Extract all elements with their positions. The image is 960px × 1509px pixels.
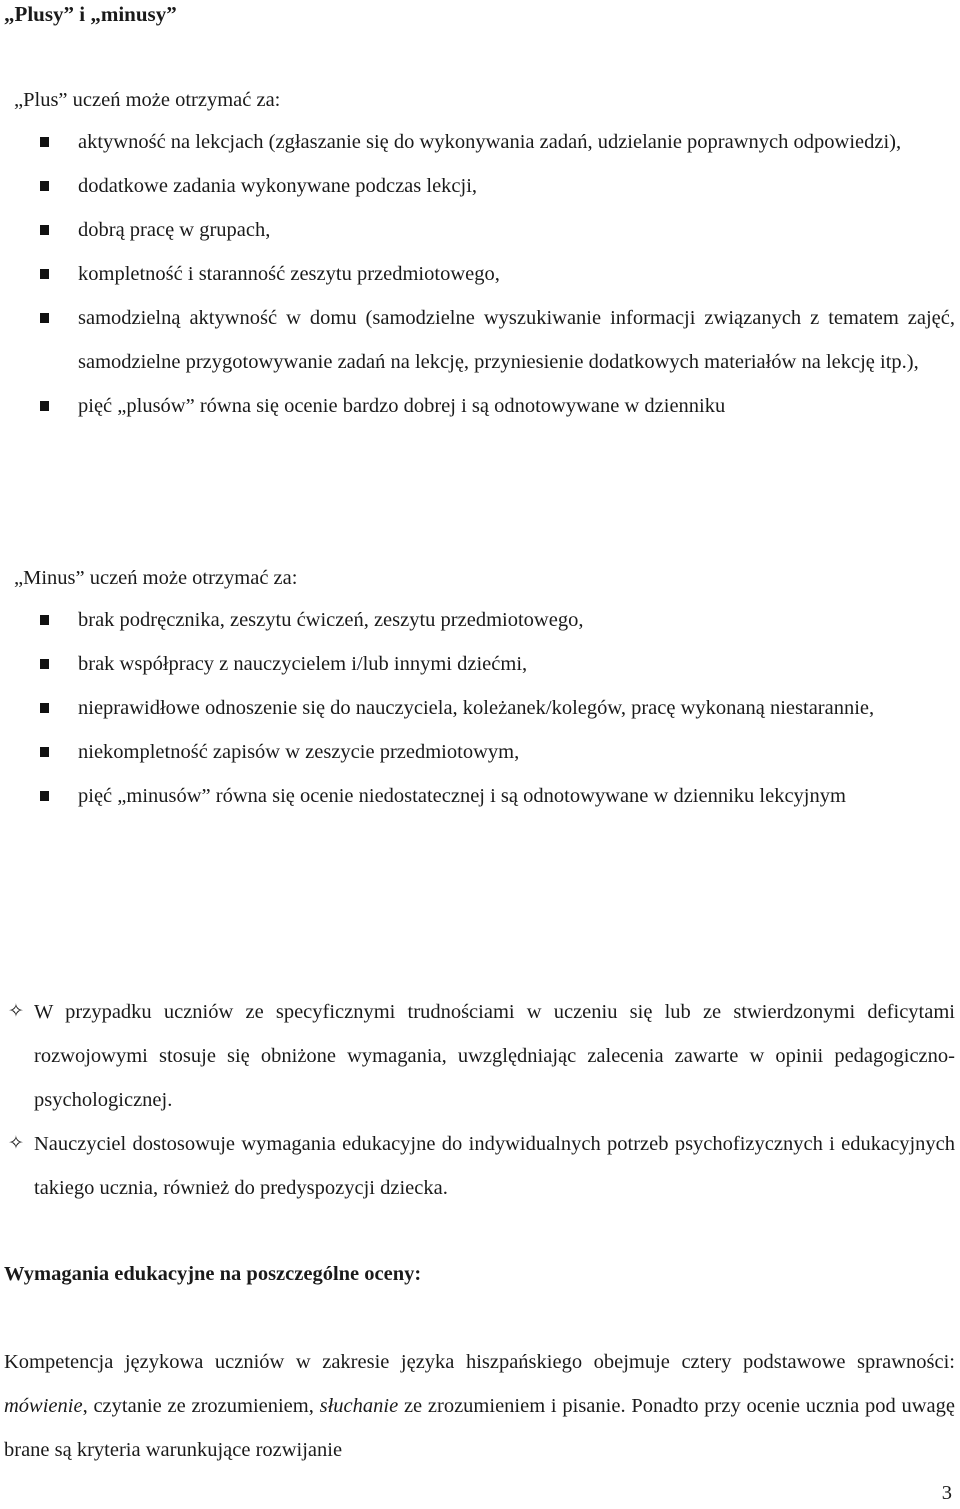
- square-bullet-icon: [40, 269, 49, 279]
- list-item: pięć „minusów” równa się ocenie niedostatecznej i są odnotowywane w dzienniku lekcyjnym: [0, 774, 960, 818]
- list-item: dodatkowe zadania wykonywane podczas lekcji,: [0, 164, 960, 208]
- minus-list: [0, 598, 960, 818]
- list-item: brak podręcznika, zeszytu ćwiczeń, zeszytu przedmiotowego,: [0, 598, 960, 642]
- competence-paragraph: Kompetencja językowa uczniów w zakresie języka hiszpańskiego obejmuje cztery podstawowe sprawności: mówienie, czytanie ze zrozumieniem, słuchanie ze zrozumieniem i pisanie. Ponadto przy ocenie ucznia pod uwagę brane są kryteria warunkujące rozwijanie: [4, 1351, 955, 1461]
- square-bullet-icon: [40, 791, 49, 801]
- list-item: pięć „plusów” równa się ocenie bardzo dobrej i są odnotowywane w dzienniku: [0, 384, 960, 428]
- square-bullet-icon: [40, 659, 49, 669]
- list-item: brak współpracy z nauczycielem i/lub innymi dziećmi,: [0, 642, 960, 686]
- list-item: aktywność na lekcjach (zgłaszanie się do wykonywania zadań, udzielanie poprawnych odpowiedzi),: [0, 120, 960, 164]
- four-point-cross-icon: ✧: [8, 1001, 24, 1022]
- square-bullet-icon: [40, 747, 49, 757]
- square-bullet-icon: [40, 615, 49, 625]
- square-bullet-icon: [40, 401, 49, 411]
- note-paragraph: ✧ Nauczyciel dostosowuje wymagania edukacyjne do indywidualnych potrzeb psychofizycznych i edukacyjnych takiego ucznia, również do predyspozycji dziecka.: [0, 1122, 960, 1210]
- notes-section: [0, 990, 960, 1210]
- plus-intro: „Plus” uczeń może otrzymać za:: [14, 89, 281, 111]
- note-paragraph: ✧ W przypadku uczniów ze specyficznymi trudnościami w uczeniu się lub ze stwierdzonymi deficytami rozwojowymi stosuje się obniżone wymagania, uwzględniając zalecenia zawarte w opinii pedagogiczno-psychologicznej.: [0, 990, 960, 1122]
- list-item: kompletność i staranność zeszytu przedmiotowego,: [0, 252, 960, 296]
- list-item: niekompletność zapisów w zeszycie przedmiotowym,: [0, 730, 960, 774]
- page-title: „Plusy” i „minusy”: [4, 2, 177, 26]
- square-bullet-icon: [40, 137, 49, 147]
- four-point-cross-icon: ✧: [8, 1133, 24, 1154]
- plus-list: [0, 120, 960, 428]
- square-bullet-icon: [40, 313, 49, 323]
- list-item: nieprawidłowe odnoszenie się do nauczyciela, koleżanek/kolegów, pracę wykonaną niestarannie,: [0, 686, 960, 730]
- list-item: dobrą pracę w grupach,: [0, 208, 960, 252]
- square-bullet-icon: [40, 225, 49, 235]
- minus-intro: „Minus” uczeń może otrzymać za:: [14, 567, 298, 589]
- list-item: samodzielną aktywność w domu (samodzielne wyszukiwanie informacji związanych z tematem zajęć, samodzielne przygotowywanie zadań na lekcję, przyniesienie dodatkowych materiałów na lekcję itp.),: [0, 296, 960, 384]
- section-heading: Wymagania edukacyjne na poszczególne oceny:: [4, 1263, 422, 1285]
- square-bullet-icon: [40, 181, 49, 191]
- page-number: 3: [941, 1482, 952, 1504]
- square-bullet-icon: [40, 703, 49, 713]
